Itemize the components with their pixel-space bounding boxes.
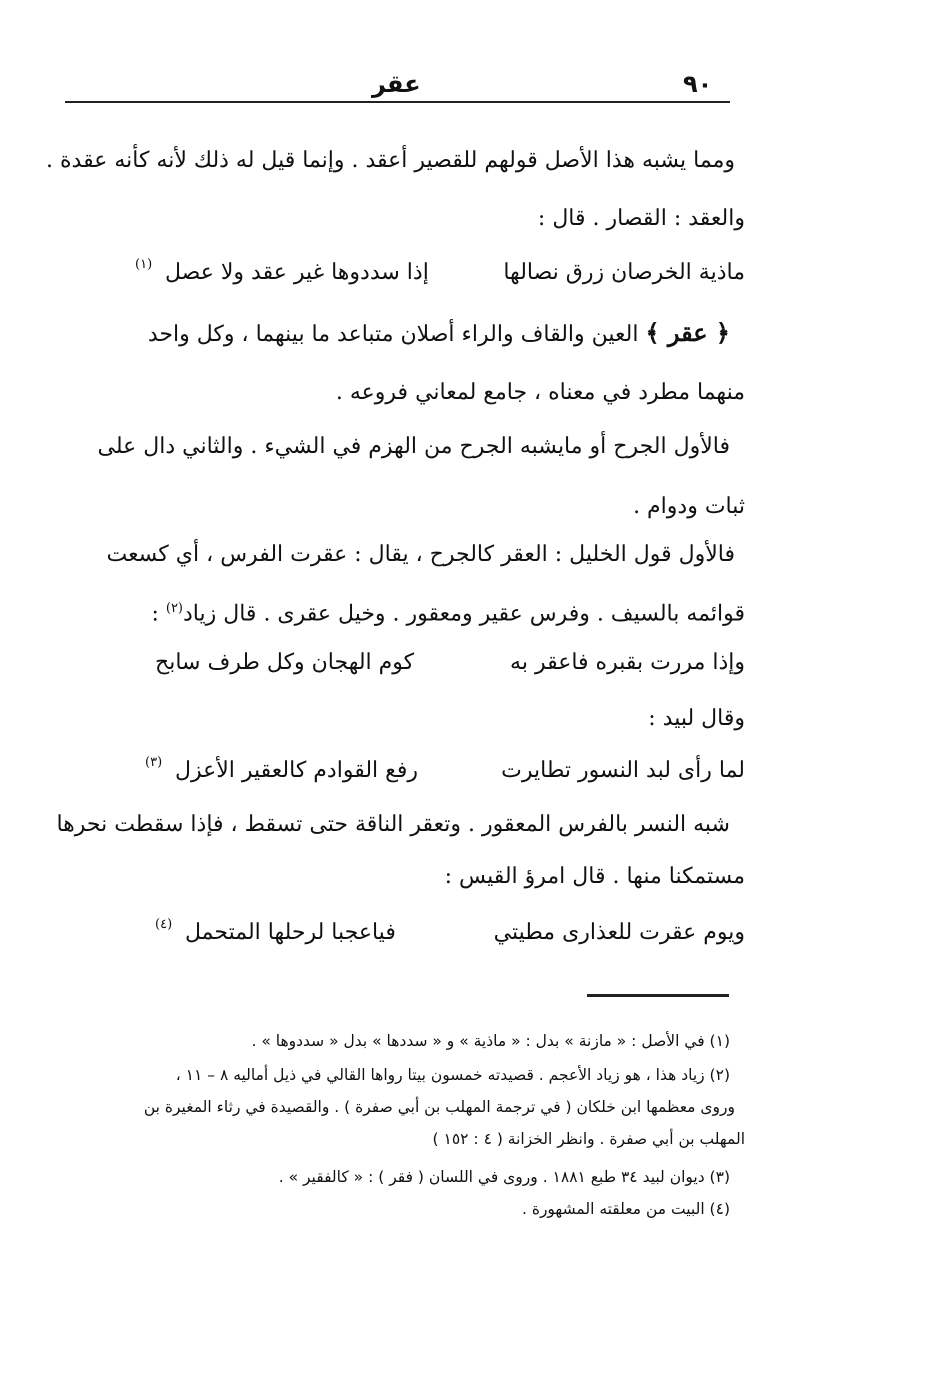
footnote-3: (٣) ديوان لبيد ٣٤ طبع ١٨٨١ . وروى في اللسان ( فقر ) : « كالفقير » .	[278, 1168, 730, 1186]
body-line-8-text: قوائمه بالسيف . وفرس عقير ومعقور . وخيل عقرى . قال زياد	[183, 601, 745, 627]
entry-root-word: ﴿ عقر ﴾	[645, 318, 730, 347]
running-header-title: عقر	[372, 70, 421, 98]
footnote-2-line-1: (٢) زياد هذا ، هو زياد الأعجم . قصيدته خمسون بيتا رواها القالي في ذيل أماليه ٨ – ١١ ،	[175, 1066, 730, 1084]
entry-line	[148, 318, 730, 350]
verse-4-hemistich-right: ويوم عقرت للعذارى مطيتي	[493, 920, 745, 945]
body-line-4: منهما مطرد في معناه ، جامع لمعاني فروعه .	[335, 380, 745, 405]
body-line-9: وقال لبيد :	[648, 706, 745, 731]
verse-3-hemistich-right: لما رأى لبد النسور تطايرت	[501, 758, 745, 783]
footnote-ref-2: (٢)	[165, 601, 183, 616]
entry-definition: العين والقاف والراء أصلان متباعد ما بينهما ، وكل واحد	[147, 322, 639, 347]
header-rule	[65, 101, 730, 103]
body-line-8-colon: :	[151, 601, 159, 627]
footnote-ref-1: (١)	[135, 257, 153, 272]
footnote-4: (٤) البيت من معلقته المشهورة .	[521, 1200, 730, 1218]
footnote-ref-3: (٣)	[145, 755, 163, 770]
body-line-6: ثبات ودوام .	[633, 494, 745, 519]
footnote-2-line-2: وروى معظمها ابن خلكان ( في ترجمة المهلب بن أبي صفرة ) . والقصيدة في رثاء المغيرة بن	[143, 1098, 735, 1116]
footnote-rule	[587, 994, 729, 997]
footnote-2-line-3: المهلب بن أبي صفرة . وانظر الخزانة ( ٤ : ١٥٢ )	[432, 1130, 745, 1148]
verse-2-hemistich-left: كوم الهجان وكل طرف سابح	[155, 650, 415, 675]
body-line-10: شبه النسر بالفرس المعقور . وتعقر الناقة حتى تسقط ، فإذا سقطت نحرها	[56, 812, 730, 837]
body-line-8	[151, 594, 745, 629]
verse-1-hemistich-right: ماذية الخرصان زرق نصالها	[503, 260, 745, 285]
body-line-7: فالأول قول الخليل : العقر كالجرح ، يقال : عقرت الفرس ، أي كسعت	[106, 542, 735, 567]
body-line-2: والعقد : القصار . قال :	[537, 206, 745, 231]
verse-3-hemistich-left: رفع القوادم كالعقير الأعزل	[175, 758, 418, 783]
footnote-1: (١) في الأصل : « مازنة » بدل : « ماذية » و « سددها » بدل « سددوها » .	[251, 1032, 730, 1050]
page-number: ٩٠	[683, 70, 713, 98]
verse-2-hemistich-right: وإذا مررت بقبره فاعقر به	[510, 650, 745, 675]
body-line-1: ومما يشبه هذا الأصل قولهم للقصير أعقد . وإنما قيل له ذلك لأنه كأنه عقدة .	[46, 148, 735, 173]
footnote-ref-4: (٤)	[155, 917, 173, 932]
body-line-5: فالأول الجرح أو مايشبه الجرح من الهزم في الشيء . والثاني دال على	[97, 434, 730, 459]
body-line-11: مستمكنا منها . قال امرؤ القيس :	[444, 864, 745, 889]
verse-4-hemistich-left: فياعجبا لرحلها المتحمل	[185, 920, 396, 945]
verse-1-hemistich-left: إذا سددوها غير عقد ولا عصل	[165, 260, 429, 285]
